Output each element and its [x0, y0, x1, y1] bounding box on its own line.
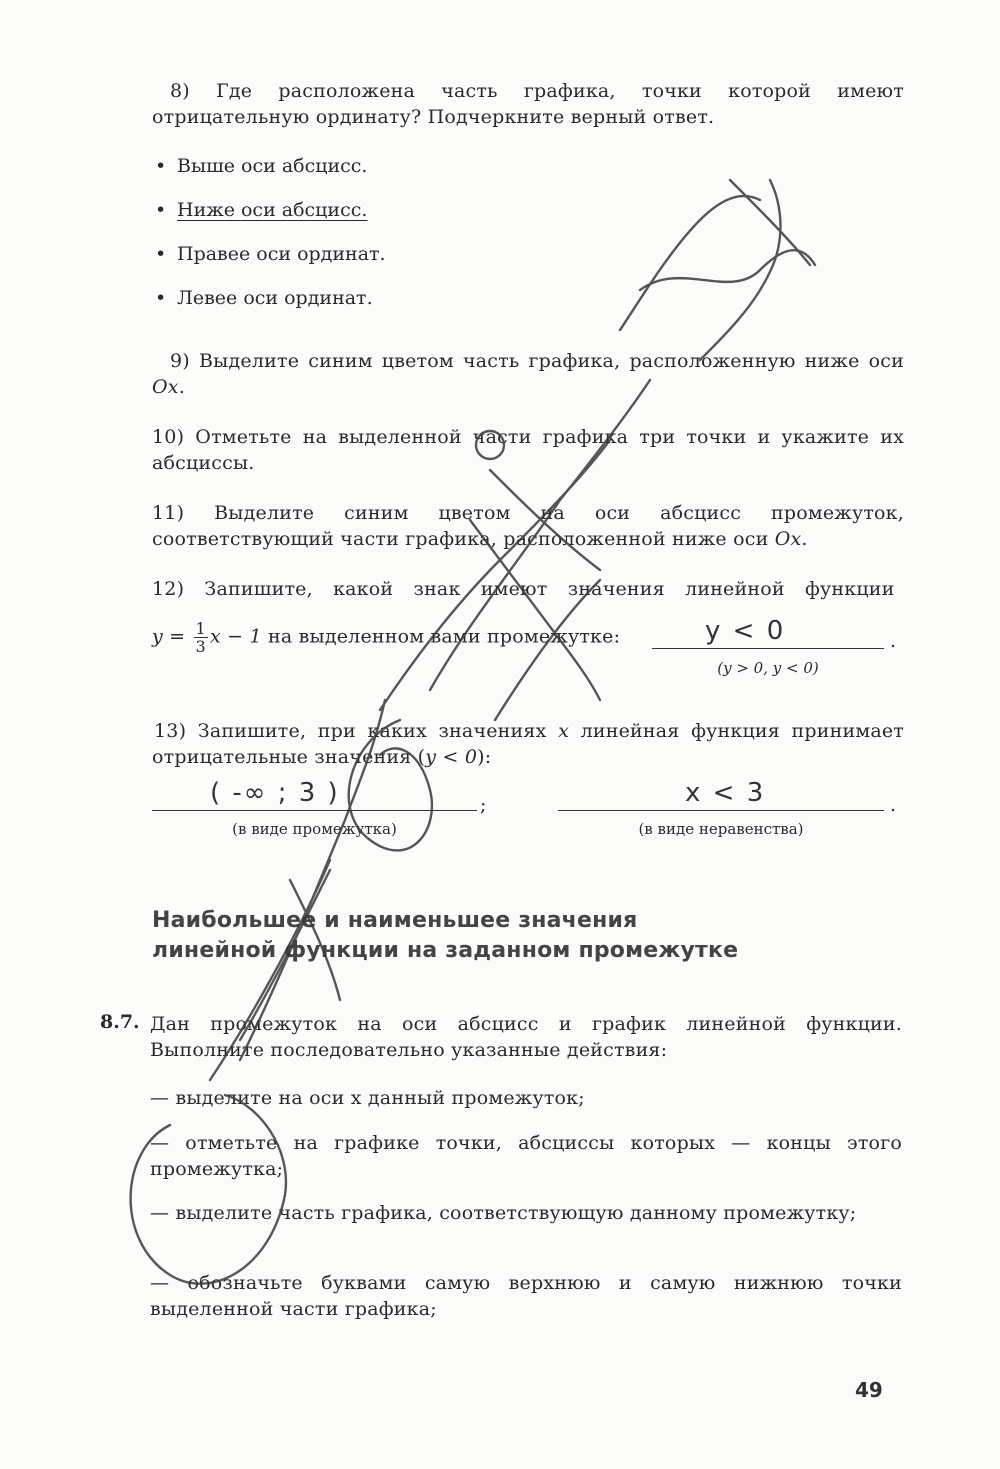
task-step-2: — отметьте на графике точки, абсциссы которых — концы этого промежутка; — [150, 1132, 902, 1180]
question-11-text: 11) Выделите синим цветом на оси абсцисс промежуток, соответствующий части графика, расположенной ниже оси Ox. — [152, 502, 904, 550]
bullet-icon: • — [155, 287, 167, 309]
handwritten-answer-inequality: x < 3 — [685, 778, 766, 808]
answer-line-inequality[interactable] — [558, 810, 884, 811]
hint-sign-options: (y > 0, y < 0) — [717, 659, 819, 677]
semicolon: ; — [480, 794, 487, 816]
question-12-text: 12) Запишите, какой знак имеют значения линейной функции — [152, 578, 895, 600]
question-12-formula: y = $\frac{1}{3}$ x − 1 на выделенном вами промежутке: — [152, 619, 621, 656]
task-8-7-intro: Дан промежуток на оси абсцисс и график линейной функции. Выполните последовательно указанные действия: — [150, 1013, 902, 1061]
option-left-of-y-axis[interactable]: • Левее оси ординат. — [155, 287, 373, 309]
handwritten-answer-interval: ( -∞ ; 3 ) — [210, 778, 340, 808]
option-right-of-y-axis[interactable]: • Правее оси ординат. — [155, 243, 386, 265]
fraction: $\frac{1}{3}$ — [195, 619, 206, 656]
underlined-answer: Ниже оси абсцисс. — [177, 199, 368, 221]
bullet-icon: • — [155, 243, 167, 265]
bullet-icon: • — [155, 155, 167, 177]
answer-line-sign[interactable] — [652, 648, 884, 649]
task-step-4: — обозначьте буквами самую верхнюю и самую нижнюю точки выделенной части графика; — [150, 1272, 902, 1320]
hint-interval: (в виде промежутка) — [232, 820, 397, 838]
handwritten-answer-sign: y < 0 — [705, 616, 786, 646]
period: . — [890, 794, 897, 816]
question-8-text: 8) Где расположена часть графика, точки которой имеют отрицательную ординату? Подчеркните верный ответ. — [152, 80, 904, 128]
page-number: 49 — [855, 1378, 883, 1402]
answer-line-interval[interactable] — [152, 810, 477, 811]
question-13-text: 13) Запишите, при каких значениях x линейная функция принимает отрицательные значения (y < 0): — [152, 720, 905, 768]
task-step-1: — выделите на оси x данный промежуток; — [150, 1087, 585, 1109]
section-heading: Наибольшее и наименьшее значения линейной функции на заданном промежутке — [152, 908, 739, 963]
hint-inequality: (в виде неравенства) — [638, 820, 804, 838]
task-number: 8.7. — [100, 1011, 140, 1033]
option-above-x-axis[interactable]: • Выше оси абсцисс. — [155, 155, 368, 177]
option-below-x-axis[interactable] — [155, 197, 367, 223]
period: . — [890, 630, 897, 652]
question-10-text: 10) Отметьте на выделенной части графика три точки и укажите их абсциссы. — [152, 426, 904, 474]
question-9-text: 9) Выделите синим цветом часть графика, расположенную ниже оси Ox. — [152, 350, 904, 398]
task-step-3: — выделите часть графика, соответствующую данному промежутку; — [150, 1202, 857, 1224]
bullet-icon: • — [155, 199, 167, 221]
